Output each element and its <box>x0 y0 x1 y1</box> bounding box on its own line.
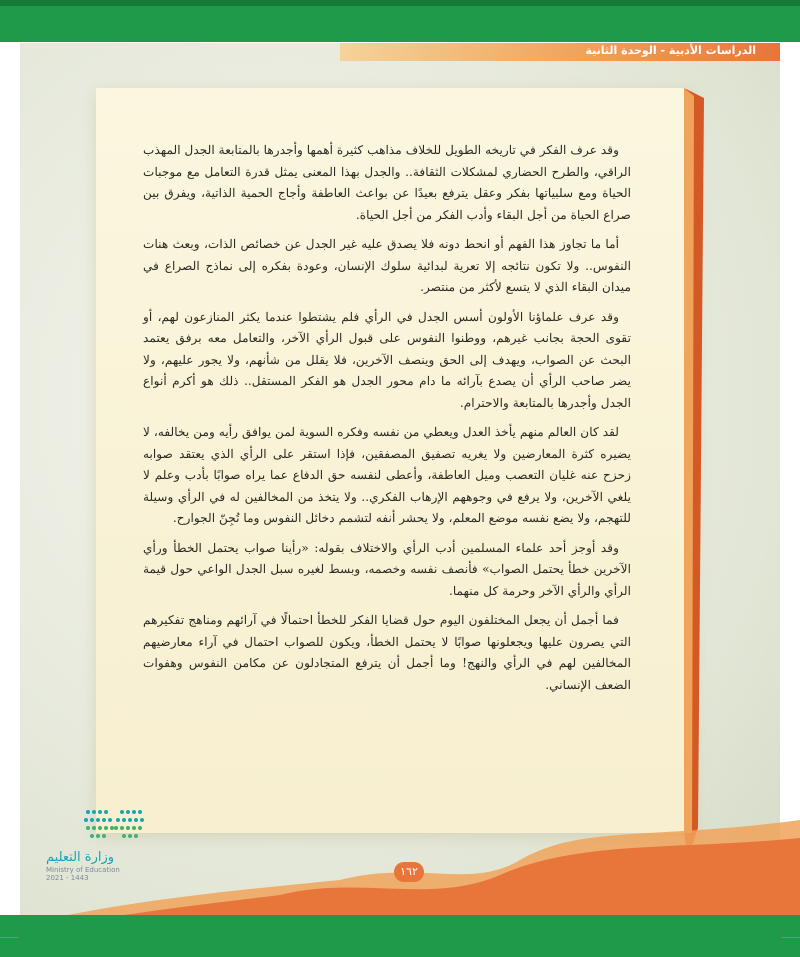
top-green-accent <box>0 0 800 6</box>
unit-title: الدراسات الأدبية - الوحدة الثانية <box>585 44 756 57</box>
paragraph-6: فما أجمل أن يجعل المختلفون اليوم حول قضايا الفكر للخطأ احتمالًا في آرائهم ومناهج تفكيرهم التي يصرون عليها ويجعلونها صوابًا لا يحتمل الخطأ، ويكون للصواب احتمال في آراء معارضيهم المخالفين لهم في الرأي والنهج! وما أجمل أن يترفع المتجادلون عن مكامن النفوس وهفوات الضعف الإنساني. <box>143 613 631 692</box>
ministry-name-english-text: Ministry of Education <box>46 866 120 874</box>
paragraph-1: وقد عرف الفكر في تاريخه الطويل للخلاف مذاهب كثيرة أهمها وأجدرها بالمتابعة الجدل المهذب الراقي، والطرح الحضاري لمشكلات الثقافة.. والجدل بهذا المعنى يمثل قدرة التعامل مع موجبات الحياة ومع سلبياتها بفكر وعقل يترفع بعيدًا عن بواعث العاطفة وأجاج الحمية الذاتية، ويفرق بين صراع الحياة من أجل البقاء وأدب الفكر من أجل الحياة. <box>143 143 631 222</box>
paragraph-5: وقد أوجز أحد علماء المسلمين أدب الرأي والاختلاف بقوله: «رأينا صواب يحتمل الخطأ ورأي الآخرين خطأ يحتمل الصواب» فأنصف نفسه وخصمه، وبسط لغيره سبل الجدل الواعي حول قيمة الرأي والرأي الآخر وحرمة كل منهما. <box>143 540 631 598</box>
ministry-name-arabic: وزارة التعليم <box>46 850 115 865</box>
paragraph-2: أما ما تجاوز هذا الفهم أو انحط دونه فلا يصدق عليه غير الجدل عن خصائص الذات، وبعث هنات النفوس.. ولا تكون نتائجه إلا تعرية لبدائية سلوك الإنسان، وعودة بفكره إلى نماذج الصراع في ميدان البقاء الذي لا يتسع لأكثر من منتصر. <box>143 237 631 294</box>
article-text <box>143 140 631 704</box>
scroll-curled-edge <box>684 88 710 858</box>
ministry-logo-dots-icon <box>82 806 146 846</box>
crop-mark-bottom-left <box>0 937 18 938</box>
ministry-logo <box>46 806 146 880</box>
unit-header-banner <box>340 43 780 61</box>
ministry-name-english <box>46 866 120 882</box>
paragraph-4: لقد كان العالم منهم يأخذ العدل ويعطي من نفسه وفكره السوية لمن يوافق رأيه ومن يخالفه، لا يضيره كثرة المعارضين ولا يغريه تصفيق المصفقين، فإذا استقر على الرأي الذي يعتقد صوابه زحزح عنه غليان التعصب وميل العاطفة، وأعطى لنفسه حق الدفاع عما يراه صوابًا بأدب وعلم لا يلغي الآخرين، ولا يرفع في وجوههم الإرهاب الفكري.. ولا يتخذ من المخالفين له في الرأي وسيلة للتهجم، ولا يضع نفسه موضع المعلم، ولا يحشر أنفه لتشمم دخائل النفوس وما تُجِنّ الجوارح. <box>143 425 631 525</box>
paragraph-3: وقد عرف علماؤنا الأولون أسس الجدل في الرأي فلم يشتطوا عندما يكثر المنازعون لهم، أو تقوى الحجة بجانب غيرهم، ووطنوا النفوس على قبول الرأي الآخر، والتعامل معه برفق يعتمد البحث عن الصواب، ويهدف إلى الحق وينصف الآخرين، فلا يقلل من شأنهم، ولا يجور عليهم، ولا يضر صاحب الرأي أن يصدع بآرائه ما دام محور الجدل هو الفكر المستقل.. ذلك هو أكرم أنواع الجدل وأجدرها بالمتابعة والاحترام. <box>143 309 631 410</box>
page-number: ١٦٢ <box>394 862 424 882</box>
top-green-band <box>0 0 800 42</box>
ministry-year: 2021 - 1443 <box>46 874 89 882</box>
crop-mark-bottom-right <box>782 937 800 938</box>
